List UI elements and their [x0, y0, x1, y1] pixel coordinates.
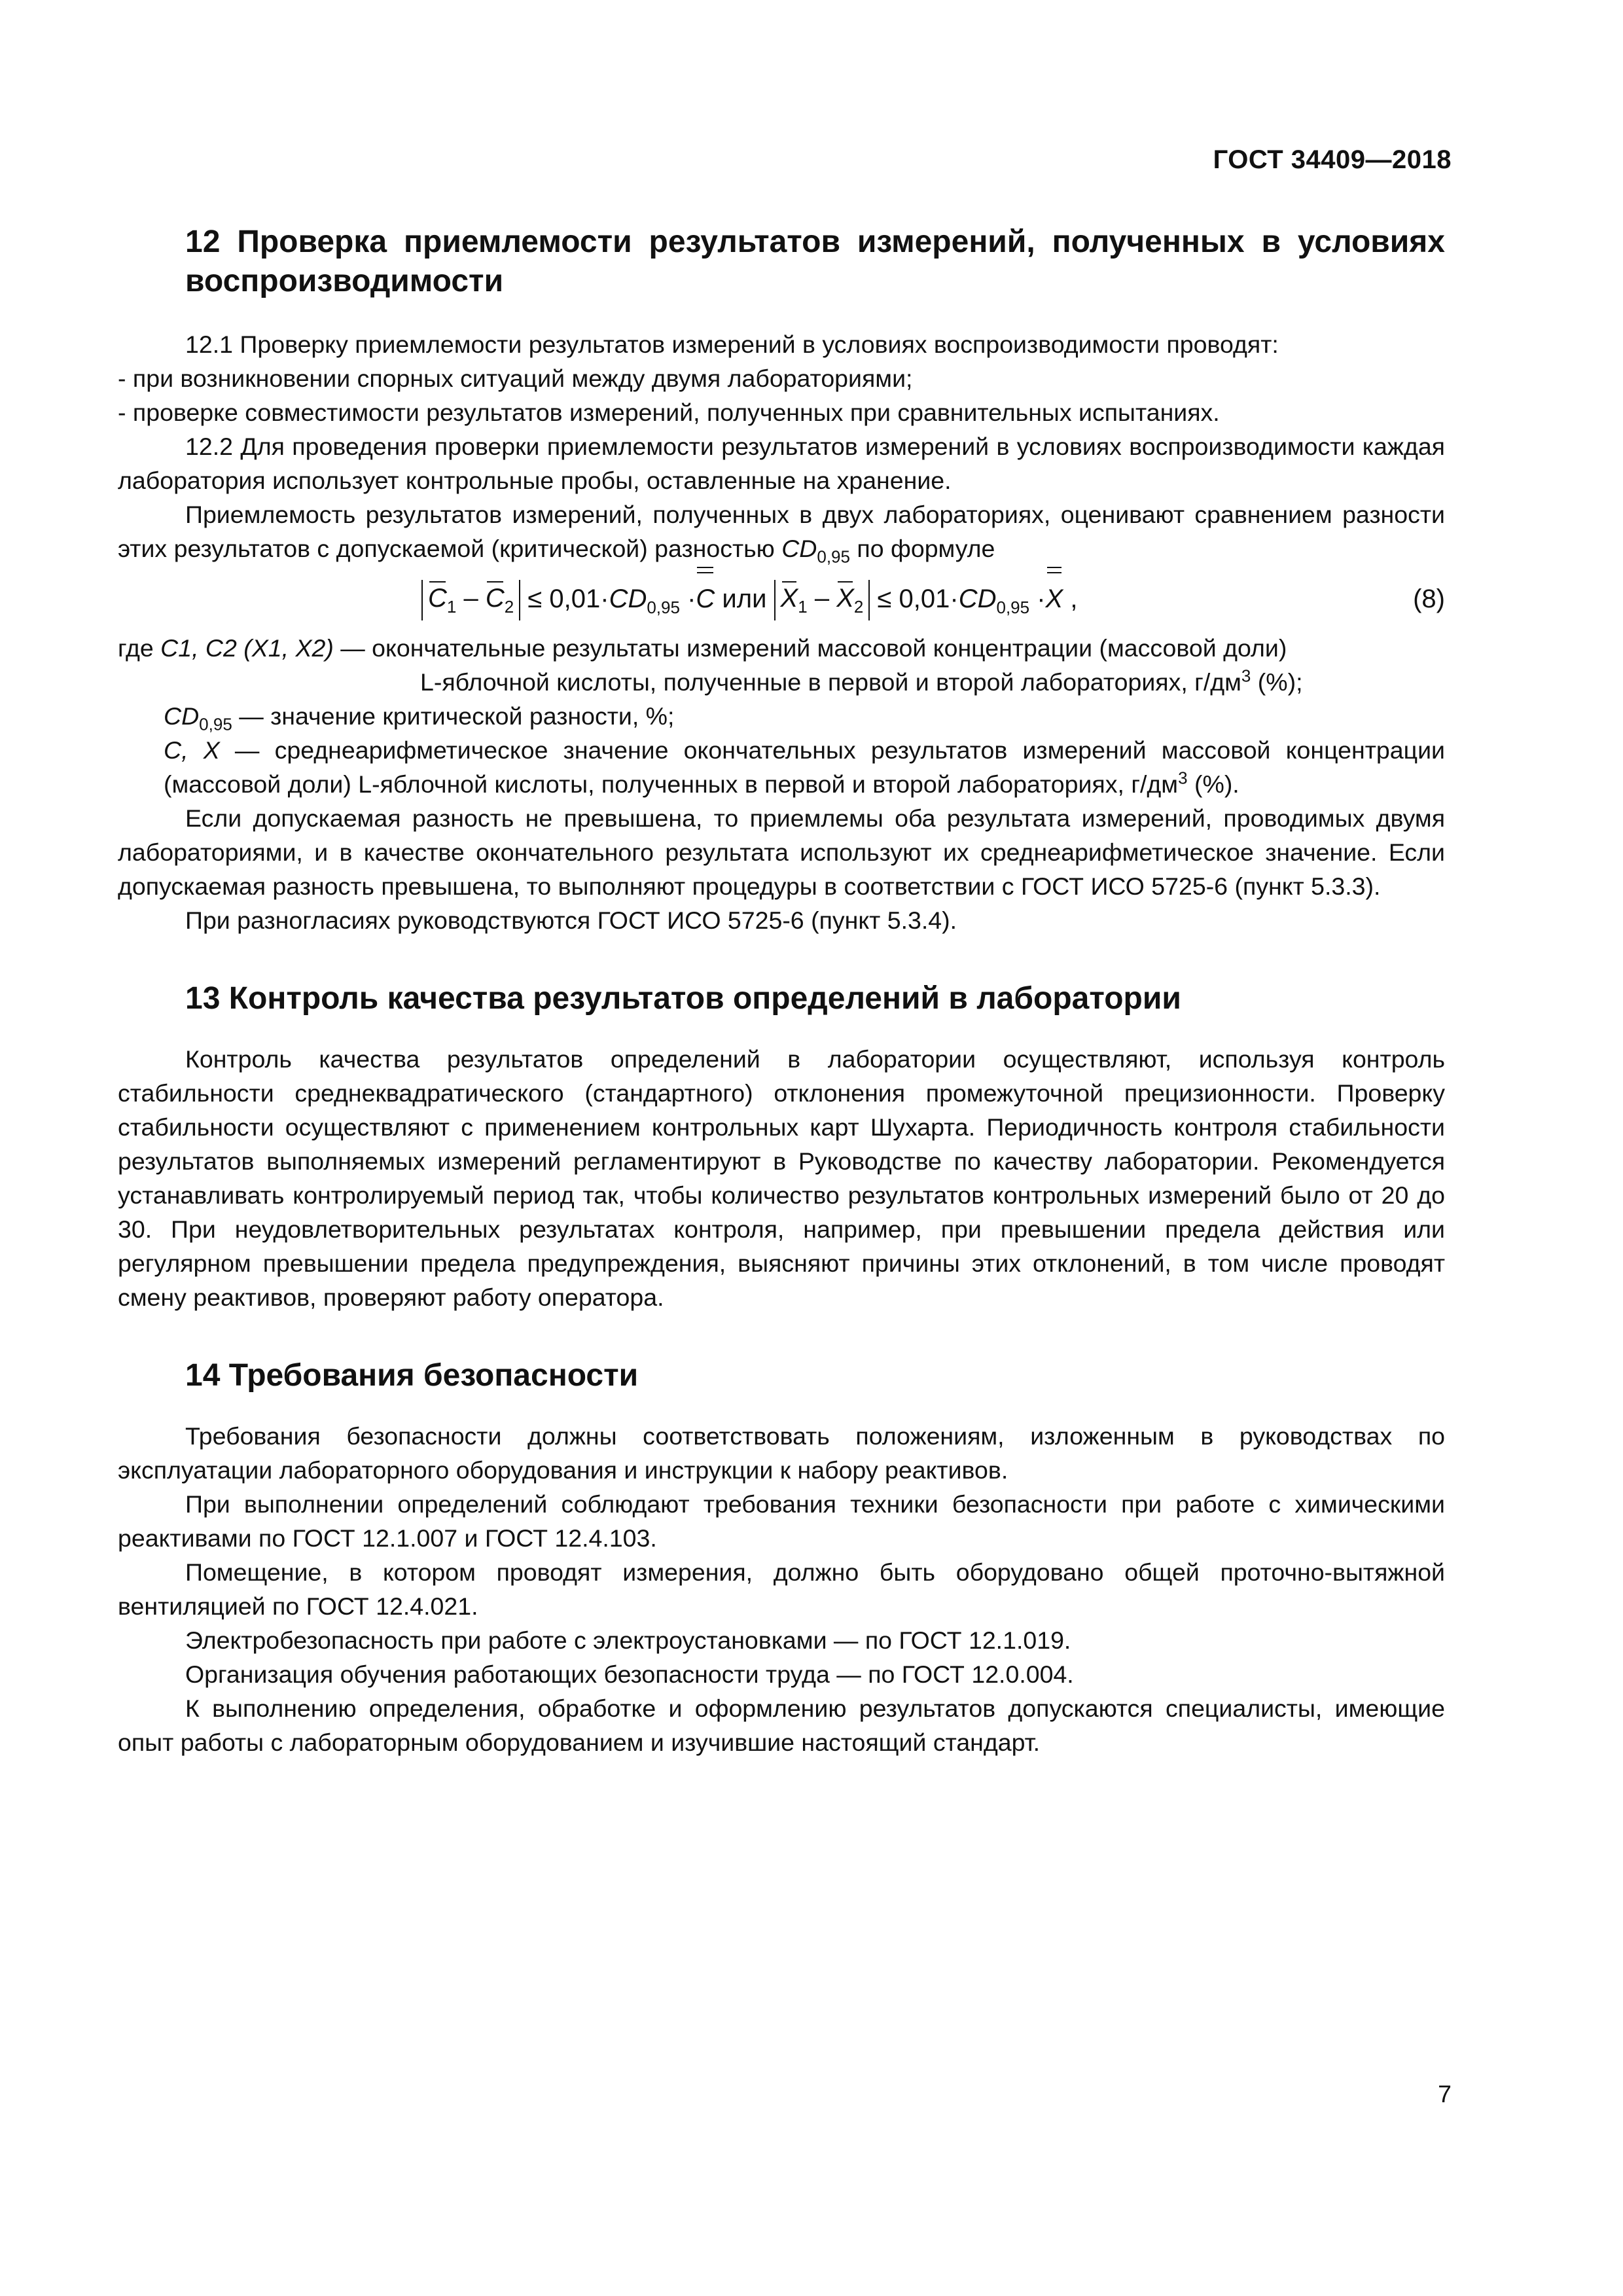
formula-number: (8) [1413, 584, 1445, 613]
cd-formula-symbol: CD [609, 584, 647, 613]
results-definition-line1: — окончательные результаты измерений массовой концентрации (массовой доли) [333, 634, 1287, 662]
c1-symbol: C [428, 580, 447, 617]
definition-mean [118, 733, 1445, 801]
cd-definition-text: — значение критической разности, %; [232, 702, 675, 730]
minus-sign-x: – [807, 584, 837, 613]
list-item-disputes: - при возникновении спорных ситуаций между двумя лабораториями; [118, 365, 913, 392]
c-mean-symbol: C [696, 571, 715, 627]
formula-8 [118, 571, 1445, 627]
formula-comma: , [1063, 584, 1078, 613]
leq-factor: ≤ 0,01· [520, 584, 609, 613]
definition-critical-difference [118, 699, 1445, 733]
x2-symbol: X [836, 580, 854, 617]
definition-results-continued [118, 665, 1445, 699]
paragraph-12-2: 12.2 Для проведения проверки приемлемости результатов измерений в условиях воспроизводимости каждая лаборатория использует контрольные пробы, оставленные на хранение. [118, 433, 1445, 494]
or-word: или [715, 584, 774, 613]
paragraph-quality-control: Контроль качества результатов определений в лаборатории осуществляют, используя контроль стабильности среднеквадратического (стандартного) отклонения промежуточной прецизионности. Проверку стабильности осуществляют с применением контрольных карт Шухарта. Периодичность контроля стабильности результатов выполняемых измерений регламентируют в Руководстве по качеству лаборатории. Рекомендуется устанавливать контролируемый период так, чтобы количество результатов контрольных измерений было от 20 до 30. При неудовлетворительных результатах контроля, например, при превышении предела действия или регулярном превышении предела предупреждения, выясняют причины этих отклонений, в том числе проводят смену реактивов, проверяют работу оператора. [118, 1045, 1445, 1311]
x1-symbol: X [781, 580, 798, 617]
x1-subscript: 1 [798, 597, 808, 617]
paragraph-safety-2: При выполнении определений соблюдают требования техники безопасности при работе с химическими реактивами по ГОСТ 12.1.007 и ГОСТ 12.4.103. [118, 1490, 1445, 1552]
results-definition-line3: (%); [1251, 668, 1303, 696]
cd-formula-subscript: 0,95 [647, 598, 680, 617]
list-item-compatibility: - проверке совместимости результатов измерений, полученных при сравнительных испытаниях. [118, 399, 1220, 426]
where-word: где [118, 634, 161, 662]
paragraph-acceptance-rule: Если допускаемая разность не превышена, то приемлемы оба результата измерений, проводимых двумя лабораториями, и в качестве окончательного результата используют их среднеарифметическое значение. Если допускаемая разность превышена, то выполняют процедуры в соответствии с ГОСТ ИСО 5725-6 (пункт 5.3.3). [118, 804, 1445, 900]
acceptability-text-end: по формуле [849, 535, 995, 562]
definition-results [118, 631, 1445, 665]
paragraph-safety-4: Электробезопасность при работе с электроустановками — по ГОСТ 12.1.019. [185, 1626, 1071, 1654]
section-13-title: 13 Контроль качества результатов определений в лаборатории [185, 981, 1181, 1016]
results-symbols: C1, C2 (X1, X2) [160, 634, 334, 662]
paragraph-acceptability [118, 497, 1445, 565]
mean-unit-superscript: 3 [1178, 768, 1188, 788]
abs-c-difference [421, 580, 520, 620]
mean-definition-text: — среднеарифметическое значение окончательных результатов измерений массовой концентрации (массовой доли) L-яблочной кислоты, полученных в первой и второй лабораториях, г/дм [164, 736, 1445, 798]
section-12-title: 12 Проверка приемлемости результатов измерений, полученных в условиях воспроизводимости [185, 224, 1445, 298]
results-definition-line2: L-яблочной кислоты, полученные в первой и второй лабораториях, г/дм [420, 668, 1241, 696]
standard-code: ГОСТ 34409—2018 [1213, 145, 1452, 174]
mean-definition-end: (%). [1187, 770, 1240, 798]
paragraph-safety-1: Требования безопасности должны соответствовать положениям, изложенным в руководствах по эксплуатации лабораторного оборудования и инструкции к набору реактивов. [118, 1422, 1445, 1484]
page-content [118, 223, 1445, 1759]
x-mean-symbol: X [1046, 571, 1063, 627]
leq-factor-x: ≤ 0,01· [870, 584, 959, 613]
multiply-dot: · [679, 584, 696, 613]
paragraph-safety-3: Помещение, в котором проводят измерения, должно быть оборудовано общей проточно-вытяжной вентиляцией по ГОСТ 12.4.021. [118, 1558, 1445, 1620]
paragraph-12-1: 12.1 Проверку приемлемости результатов измерений в условиях воспроизводимости проводят: [185, 331, 1279, 358]
x2-subscript: 2 [853, 597, 864, 617]
c1-subscript: 1 [446, 597, 457, 617]
cd-definition-symbol: CD [164, 702, 200, 730]
abs-x-difference [774, 580, 870, 620]
page-number: 7 [1438, 2080, 1452, 2108]
cd-subscript: 0,95 [817, 547, 850, 567]
results-unit-superscript: 3 [1241, 666, 1251, 686]
multiply-dot-x: · [1029, 584, 1046, 613]
minus-sign: – [456, 584, 486, 613]
paragraph-safety-5: Организация обучения работающих безопасности труда — по ГОСТ 12.0.004. [185, 1660, 1074, 1688]
cd-definition-subscript: 0,95 [199, 714, 232, 734]
formula-expression [421, 571, 1077, 627]
cd-formula-symbol-x: CD [958, 584, 997, 613]
cd-symbol: CD [781, 535, 817, 562]
paragraph-disagreements: При разногласиях руководствуются ГОСТ ИСО 5725-6 (пункт 5.3.4). [185, 906, 957, 934]
cd-formula-subscript-x: 0,95 [996, 598, 1030, 617]
section-14-title: 14 Требования безопасности [185, 1358, 639, 1393]
formula-definitions [118, 631, 1445, 801]
mean-symbols: C, X [164, 736, 220, 764]
acceptability-text-start: Приемлемость результатов измерений, полученных в двух лабораториях, оценивают сравнением разности этих результатов с допускаемой (критической) разностью [118, 501, 1445, 562]
c2-subscript: 2 [504, 597, 514, 617]
c2-symbol: C [486, 580, 505, 617]
paragraph-safety-6: К выполнению определения, обработке и оформлению результатов допускаются специалисты, имеющие опыт работы с лабораторным оборудованием и изучившие настоящий стандарт. [118, 1695, 1445, 1756]
